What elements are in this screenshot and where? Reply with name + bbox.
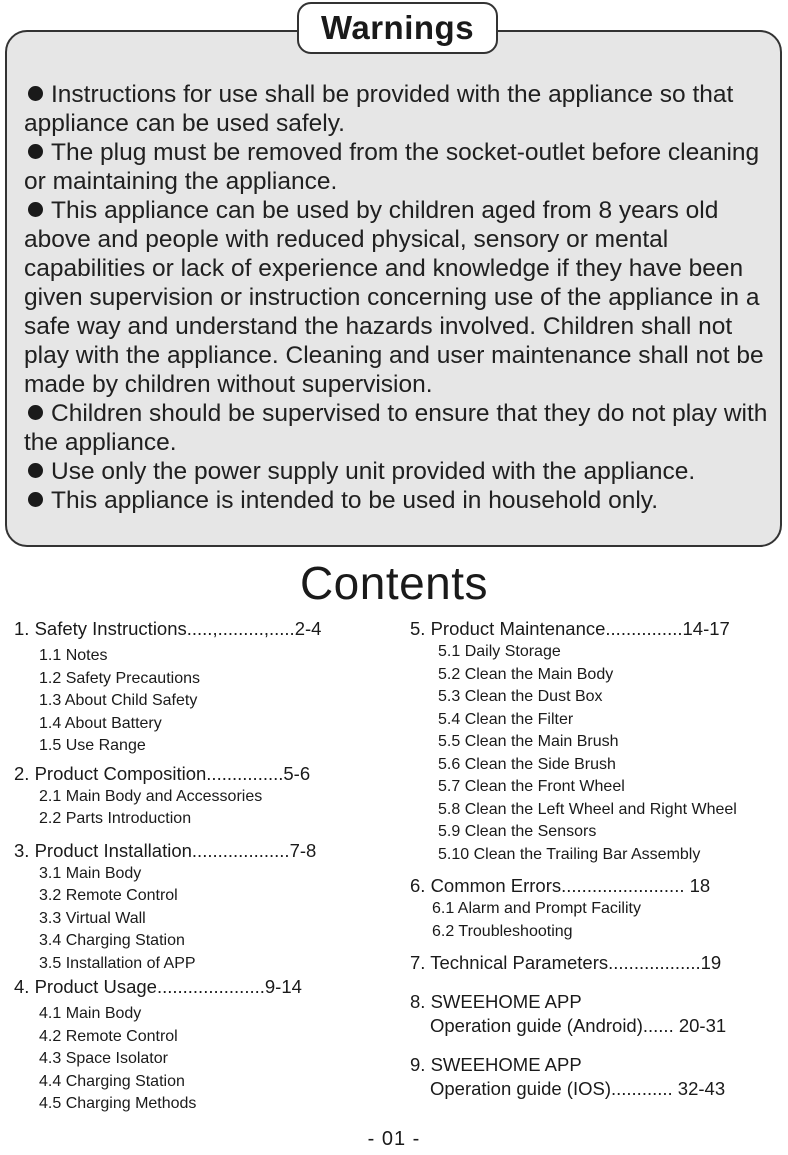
toc-item[interactable]: 4.4 Charging Station — [39, 1072, 185, 1090]
bullet-icon — [28, 492, 43, 507]
warning-item: This appliance is intended to be used in household only. — [24, 486, 776, 515]
toc-section-1[interactable]: 1. Safety Instructions.....,.........,.....2-4 — [14, 618, 322, 639]
toc-item[interactable]: 4.1 Main Body — [39, 1005, 142, 1022]
toc-item[interactable]: 6.2 Troubleshooting — [432, 922, 573, 940]
bullet-icon — [28, 202, 43, 217]
toc-item[interactable]: 5.5 Clean the Main Brush — [438, 733, 619, 750]
toc-item[interactable]: 4.5 Charging Methods — [39, 1095, 197, 1112]
warning-item: Instructions for use shall be provided with the appliance so that appliance can be used safely. — [24, 81, 734, 137]
toc-item[interactable]: 5.10 Clean the Trailing Bar Assembly — [438, 845, 701, 863]
toc-item[interactable]: 2.2 Parts Introduction — [39, 810, 192, 827]
toc-section-3[interactable]: 3. Product Installation...................7-8 — [14, 839, 317, 861]
toc-item[interactable]: 3.4 Charging Station — [39, 932, 185, 949]
toc-item[interactable]: 1.4 About Battery — [39, 714, 162, 732]
toc-section-7[interactable]: 7. Technical Parameters..................19 — [410, 952, 722, 973]
toc-item[interactable]: 2.1 Main Body and Accessories — [39, 787, 263, 805]
toc-item[interactable]: 5.6 Clean the Side Brush — [438, 755, 616, 773]
toc-item[interactable]: 4.3 Space Isolator — [39, 1050, 168, 1067]
warning-item: This appliance can be used by children aged from 8 years old above and people with reduced physical, sensory or mental capabilities or lack of experience and knowledge if they have been given supervision or instruction concerning use of the appliance in a safe way and understand the hazards involved. Children shall not play with the appliance. Cleaning and user maintenance shall not be made by children without supervision. — [24, 197, 764, 398]
toc-item[interactable]: 3.2 Remote Control — [39, 887, 178, 904]
toc-section-8-detail[interactable]: Operation guide (Android)...... 20-31 — [430, 1015, 727, 1036]
toc-item[interactable]: 3.1 Main Body — [39, 864, 142, 882]
contents-title: Contents — [299, 557, 489, 609]
toc-item[interactable]: 5.2 Clean the Main Body — [438, 665, 614, 683]
toc-item[interactable]: 3.5 Installation of APP — [39, 954, 196, 972]
toc-item[interactable]: 1.3 About Child Safety — [39, 692, 198, 709]
warning-item: Use only the power supply unit provided with the appliance. — [24, 457, 776, 486]
warning-item: The plug must be removed from the socket-outlet before cleaning or maintaining the appliance. — [24, 139, 760, 195]
toc-section-9[interactable]: 9. SWEEHOME APP — [410, 1054, 582, 1075]
toc-item[interactable]: 6.1 Alarm and Prompt Facility — [432, 900, 641, 917]
toc-left-column — [14, 617, 374, 1116]
toc-item[interactable]: 5.9 Clean the Sensors — [438, 823, 597, 840]
bullet-icon — [28, 86, 43, 101]
toc-item[interactable]: 1.2 Safety Precautions — [39, 669, 200, 687]
toc-item[interactable]: 3.3 Virtual Wall — [39, 909, 146, 927]
warnings-list — [24, 80, 776, 515]
page-number: - 01 - — [367, 1128, 421, 1150]
toc-item[interactable]: 1.1 Notes — [39, 647, 108, 664]
toc-section-2[interactable]: 2. Product Composition...............5-6 — [14, 762, 311, 784]
toc-item[interactable]: 5.4 Clean the Filter — [438, 710, 574, 728]
warning-item: Children should be supervised to ensure that they do not play with the appliance. — [24, 400, 768, 456]
toc-item[interactable]: 5.1 Daily Storage — [438, 643, 561, 660]
toc-item[interactable]: 5.3 Clean the Dust Box — [438, 688, 603, 705]
toc-item[interactable]: 5.7 Clean the Front Wheel — [438, 778, 625, 795]
warnings-title: Warnings — [297, 2, 498, 54]
toc-section-5[interactable]: 5. Product Maintenance...............14-17 — [410, 618, 730, 639]
bullet-icon — [28, 405, 43, 420]
bullet-icon — [28, 463, 43, 478]
toc-item[interactable]: 4.2 Remote Control — [39, 1027, 178, 1045]
bullet-icon — [28, 144, 43, 159]
toc-item[interactable]: 5.8 Clean the Left Wheel and Right Wheel — [438, 800, 737, 818]
toc-section-9-detail[interactable]: Operation guide (IOS)............ 32-43 — [430, 1078, 726, 1099]
toc-item[interactable]: 1.5 Use Range — [39, 737, 146, 754]
toc-section-6[interactable]: 6. Common Errors........................ 18 — [410, 875, 711, 896]
toc-section-8[interactable]: 8. SWEEHOME APP — [410, 991, 582, 1012]
toc-right-column — [410, 617, 788, 1101]
toc-section-4[interactable]: 4. Product Usage.....................9-14 — [14, 976, 302, 997]
